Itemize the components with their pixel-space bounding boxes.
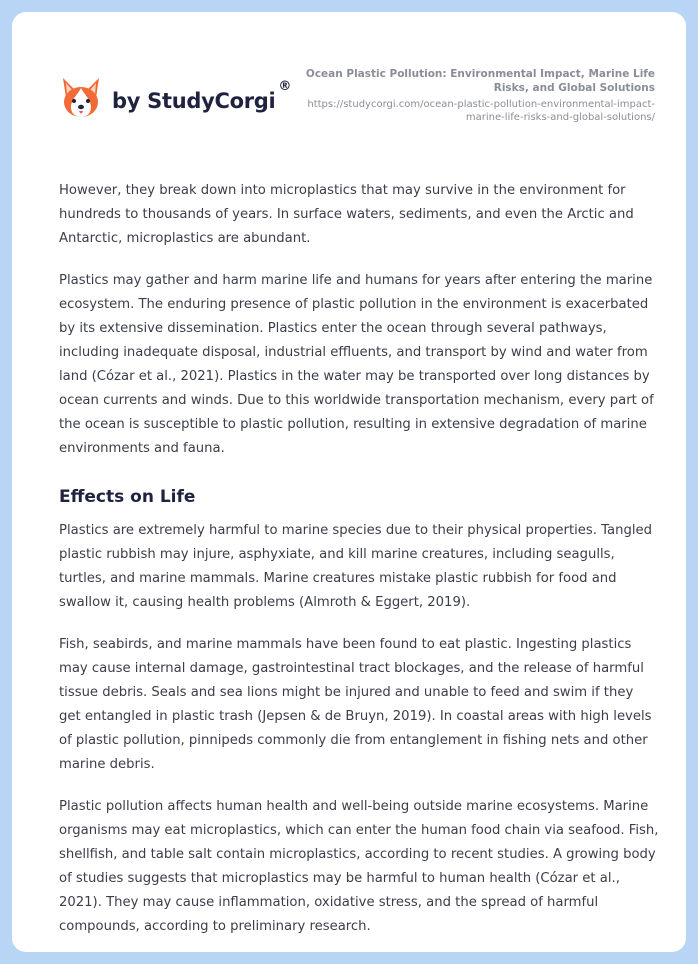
studycorgi-logo[interactable] bbox=[60, 76, 291, 120]
page-header bbox=[12, 12, 686, 152]
corgi-icon bbox=[60, 76, 102, 120]
document-page bbox=[12, 12, 686, 952]
paragraph: However, they break down into microplastics that may survive in the environment for hundreds to thousands of years. In surface waters, sediments, and even the Arctic and Antarctic, microplastics are abundant. bbox=[59, 183, 634, 246]
section-heading: Effects on Life bbox=[59, 487, 196, 507]
paragraph: Fish, seabirds, and marine mammals have been found to eat plastic. Ingesting plastics may cause internal damage, gastrointestinal tract blockages, and the release of harmful tissue debris. Seals and sea lions might be injured and unable to feed and swim if they get entangled in plastic trash (Jepsen & de Bruyn, 2019). In coastal areas with high levels of plastic pollution, pinnipeds commonly die from entanglement in fishing nets and other marine debris. bbox=[59, 637, 652, 772]
paragraph: Plastics may gather and harm marine life and humans for years after entering the marine ecosystem. The enduring presence of plastic pollution in the environment is exacerbated by its extensive dissemination. Plastics enter the ocean through several pathways, including inadequate disposal, industrial effluents, and transport by wind and water from land (Cózar et al., 2021). Plastics in the water may be transported over long distances by ocean currents and winds. Due to this worldwide transportation mechanism, every part of the ocean is susceptible to plastic pollution, resulting in extensive degradation of marine environments and fauna. bbox=[59, 273, 654, 456]
registered-mark: ® bbox=[278, 78, 292, 94]
article-body bbox=[59, 179, 659, 952]
logo-text: by StudyCorgi bbox=[112, 89, 276, 113]
document-title: Ocean Plastic Pollution: Environmental Impact, Marine Life Risks, and Global Solutions bbox=[305, 68, 655, 94]
document-url[interactable]: https://studycorgi.com/ocean-plastic-pollution-environmental-impact-marine-life-risks-and-global-solutions/ bbox=[307, 99, 655, 123]
document-meta bbox=[295, 67, 655, 124]
paragraph: Plastic pollution affects human health and well-being outside marine ecosystems. Marine organisms may eat microplastics, which can enter the human food chain via seafood. Fish, shellfish, and table salt contain microplastics, according to recent studies. A growing body of studies suggests that microplastics may be harmful to human health (Cózar et al., 2021). They may cause inflammation, oxidative stress, and the spread of harmful compounds, according to preliminary research. bbox=[59, 799, 659, 934]
paragraph: Plastics are extremely harmful to marine species due to their physical properties. Tangled plastic rubbish may injure, asphyxiate, and kill marine creatures, including seagulls, turtles, and marine mammals. Marine creatures mistake plastic rubbish for food and swallow it, causing health problems (Almroth & Eggert, 2019). bbox=[59, 523, 652, 610]
